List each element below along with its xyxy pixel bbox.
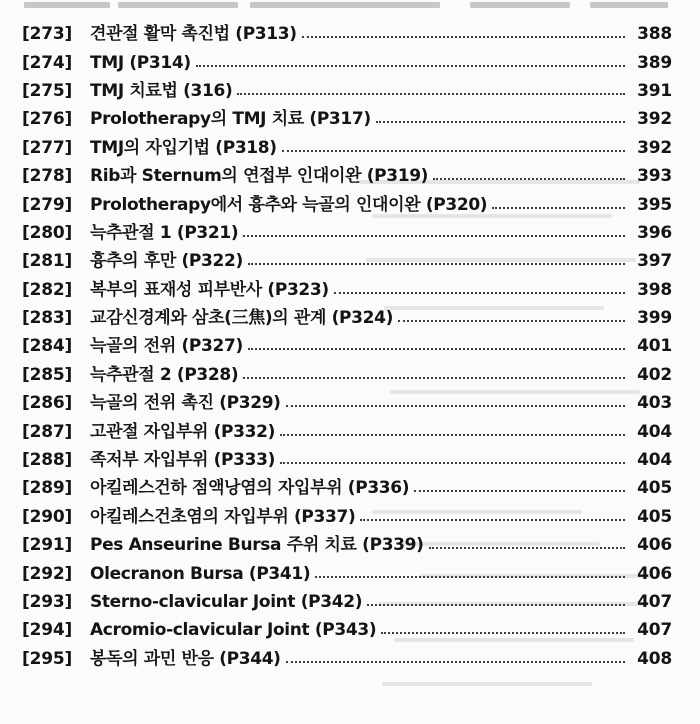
entry-number: [281] (22, 251, 73, 272)
entry-title: TMJ 치료법 (316) (90, 80, 233, 101)
entry-title: 아킬레스건하 점액낭염의 자입부위 (P336) (90, 478, 410, 499)
entry-page-number: 392 (637, 109, 672, 130)
entry-page-number: 395 (637, 194, 672, 215)
toc-entry (22, 162, 672, 190)
entry-number: [279] (22, 194, 73, 215)
dot-leader (280, 434, 625, 436)
dot-leader (282, 150, 625, 152)
entry-page-number: 396 (637, 222, 672, 243)
toc-entry (22, 503, 672, 531)
toc-entry (22, 446, 672, 474)
dot-leader (243, 377, 625, 379)
toc-entry (22, 276, 672, 304)
entry-number: [293] (22, 592, 73, 612)
entry-page-number: 398 (637, 279, 672, 300)
dot-leader (398, 320, 625, 322)
dot-leader (243, 235, 625, 237)
dot-leader (248, 263, 625, 265)
entry-title: Pes Anseurine Bursa 주위 치료 (P339) (90, 535, 424, 556)
entry-number: [278] (22, 166, 73, 187)
entry-page-number: 405 (637, 478, 672, 499)
entry-number: [283] (22, 308, 73, 329)
entry-title: 복부의 표재성 피부반사 (P323) (90, 279, 329, 300)
toc-entry (22, 361, 672, 389)
dot-leader (286, 405, 625, 407)
toc-entry (22, 105, 672, 133)
entry-page-number: 399 (637, 308, 672, 329)
entry-page-number: 401 (637, 336, 672, 357)
toc-entry (22, 389, 672, 417)
entry-number: [290] (22, 506, 73, 527)
entry-number: [273] (22, 24, 73, 45)
dot-leader (248, 348, 625, 350)
dot-leader (286, 661, 625, 663)
entry-page-number: 407 (637, 592, 672, 612)
toc-entry (22, 20, 672, 48)
entry-number: [286] (22, 393, 73, 414)
entry-title: Olecranon Bursa (P341) (90, 563, 311, 584)
entry-number: [274] (22, 52, 73, 73)
entry-number: [287] (22, 421, 73, 442)
dot-leader (433, 178, 625, 180)
entry-page-number: 397 (637, 251, 672, 272)
entry-title: 늑추관절 1 (P321) (90, 222, 239, 243)
entry-title: 족저부 자입부위 (P333) (90, 450, 276, 471)
entry-title: 늑골의 전위 (P327) (90, 336, 243, 357)
entry-page-number: 406 (637, 535, 672, 556)
entry-page-number: 391 (637, 80, 672, 101)
toc-entry (22, 219, 672, 247)
toc-entry (22, 134, 672, 162)
entry-number: [288] (22, 450, 73, 471)
toc-entry (22, 588, 672, 616)
entry-title: Prolotherapy에서 흉추와 늑골의 인대이완 (P320) (90, 194, 488, 215)
entry-page-number: 408 (637, 648, 672, 669)
entry-page-number: 407 (637, 620, 672, 641)
toc-entry (22, 190, 672, 218)
entry-title: 견관절 활막 촉진법 (P313) (90, 24, 297, 45)
entry-number: [289] (22, 478, 73, 499)
dot-leader (381, 632, 625, 634)
entry-title: 늑골의 전위 촉진 (P329) (90, 393, 281, 414)
dot-leader (360, 519, 625, 521)
toc-entry (22, 304, 672, 332)
toc-entry (22, 247, 672, 275)
toc-entry (22, 616, 672, 644)
entry-number: [280] (22, 222, 73, 243)
toc-entry (22, 48, 672, 76)
entry-page-number: 402 (637, 364, 672, 385)
toc-entry (22, 645, 672, 673)
entry-title: Sterno-clavicular Joint (P342) (90, 592, 363, 612)
entry-page-number: 403 (637, 393, 672, 414)
dot-leader (334, 292, 625, 294)
dot-leader (315, 576, 625, 578)
cropped-top-text (0, 0, 700, 14)
entry-number: [291] (22, 535, 73, 556)
entry-title: Prolotherapy의 TMJ 치료 (P317) (90, 109, 371, 130)
entry-number: [295] (22, 648, 73, 669)
entry-page-number: 406 (637, 563, 672, 584)
entry-title: Acromio-clavicular Joint (P343) (90, 620, 377, 641)
entry-title: 교감신경계와 삼초(三焦)의 관계 (P324) (90, 308, 394, 329)
dot-leader (367, 604, 625, 606)
entry-page-number: 389 (637, 52, 672, 73)
entry-title: TMJ의 자입기법 (P318) (90, 137, 277, 158)
entry-page-number: 405 (637, 506, 672, 527)
entry-title: 고관절 자입부위 (P332) (90, 421, 276, 442)
dot-leader (196, 65, 625, 67)
entry-number: [285] (22, 364, 73, 385)
toc-entry (22, 417, 672, 445)
entry-title: TMJ (P314) (90, 52, 191, 73)
entry-page-number: 392 (637, 137, 672, 158)
entry-title: Rib과 Sternum의 연접부 인대이완 (P319) (90, 166, 429, 187)
entry-number: [284] (22, 336, 73, 357)
entry-page-number: 404 (637, 450, 672, 471)
table-of-contents (22, 20, 672, 673)
dot-leader (414, 490, 625, 492)
dot-leader (237, 93, 625, 95)
entry-title: 늑추관절 2 (P328) (90, 364, 239, 385)
dot-leader (492, 207, 625, 209)
entry-page-number: 404 (637, 421, 672, 442)
dot-leader (280, 462, 625, 464)
toc-entry (22, 531, 672, 559)
entry-number: [282] (22, 279, 73, 300)
toc-entry (22, 474, 672, 502)
dot-leader (376, 121, 625, 123)
entry-title: 아킬레스건초염의 자입부위 (P337) (90, 506, 356, 527)
entry-number: [276] (22, 109, 73, 130)
entry-number: [277] (22, 137, 73, 158)
dot-leader (302, 36, 625, 38)
entry-page-number: 388 (637, 24, 672, 45)
toc-entry (22, 77, 672, 105)
entry-number: [275] (22, 80, 73, 101)
entry-title: 봉독의 과민 반응 (P344) (90, 648, 281, 669)
entry-number: [292] (22, 563, 73, 584)
entry-title: 흉추의 후만 (P322) (90, 251, 243, 272)
entry-page-number: 393 (637, 166, 672, 187)
toc-entry (22, 332, 672, 360)
dot-leader (429, 547, 625, 549)
toc-entry (22, 559, 672, 587)
entry-number: [294] (22, 620, 73, 641)
